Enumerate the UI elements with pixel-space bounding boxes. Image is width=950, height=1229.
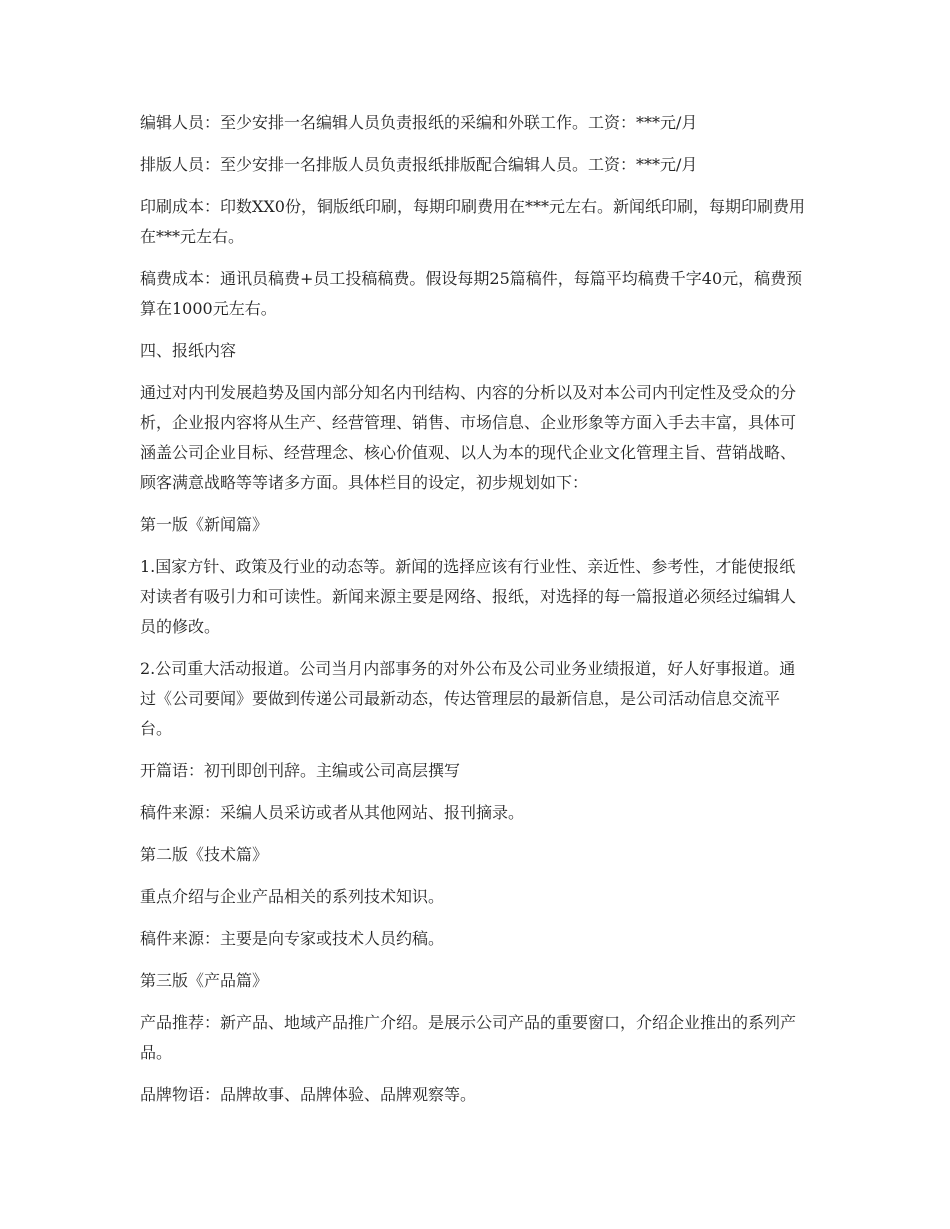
paragraph-editor-staff: 编辑人员：至少安排一名编辑人员负责报纸的采编和外联工作。工资：***元/月 bbox=[140, 113, 698, 132]
heading-edition-1-news: 第一版《新闻篇》 bbox=[140, 515, 269, 534]
paragraph-printing-cost: 印刷成本：印数XX0份，铜版纸印刷，每期印刷费用在***元左右。新闻纸印刷，每期印刷费用在***元左右。 bbox=[140, 197, 805, 246]
heading-edition-3-product: 第三版《产品篇》 bbox=[140, 971, 269, 990]
paragraph-content-overview: 通过对内刊发展趋势及国内部分知名内刊结构、内容的分析以及对本公司内刊定性及受众的分析，企业报内容将从生产、经营管理、销售、市场信息、企业形象等方面入手去丰富，具体可涵盖公司企业目标、经营理念、核心价值观、以人为本的现代企业文化管理主旨、营销战略、顾客满意战略等等诸多方面。具体栏目的设定，初步规划如下： bbox=[140, 383, 797, 492]
paragraph-layout-staff: 排版人员：至少安排一名排版人员负责报纸排版配合编辑人员。工资：***元/月 bbox=[140, 155, 698, 174]
section-heading-content: 四、报纸内容 bbox=[140, 341, 237, 360]
paragraph-tech-focus: 重点介绍与企业产品相关的系列技术知识。 bbox=[140, 887, 445, 906]
paragraph-news-source: 稿件来源：采编人员采访或者从其他网站、报刊摘录。 bbox=[140, 803, 525, 822]
paragraph-news-item-2: 2.公司重大活动报道。公司当月内部事务的对外公布及公司业务业绩报道，好人好事报道。通过《公司要闻》要做到传递公司最新动态，传达管理层的最新信息，是公司活动信息交流平台。 bbox=[140, 659, 796, 738]
paragraph-manuscript-fee: 稿费成本：通讯员稿费+员工投稿稿费。假设每期25篇稿件，每篇平均稿费千字40元，稿费预算在1000元左右。 bbox=[140, 269, 803, 318]
heading-edition-2-tech: 第二版《技术篇》 bbox=[140, 845, 269, 864]
paragraph-opening-words: 开篇语：初刊即创刊辞。主编或公司高层撰写 bbox=[140, 761, 461, 780]
paragraph-brand-story: 品牌物语：品牌故事、品牌体验、品牌观察等。 bbox=[140, 1085, 477, 1104]
paragraph-tech-source: 稿件来源：主要是向专家或技术人员约稿。 bbox=[140, 929, 445, 948]
paragraph-news-item-1: 1.国家方针、政策及行业的动态等。新闻的选择应该有行业性、亲近性、参考性，才能使报纸对读者有吸引力和可读性。新闻来源主要是网络、报纸，对选择的每一篇报道必须经过编辑人员的修改。 bbox=[140, 557, 797, 636]
paragraph-product-recommend: 产品推荐：新产品、地域产品推广介绍。是展示公司产品的重要窗口，介绍企业推出的系列产品。 bbox=[140, 1013, 797, 1062]
